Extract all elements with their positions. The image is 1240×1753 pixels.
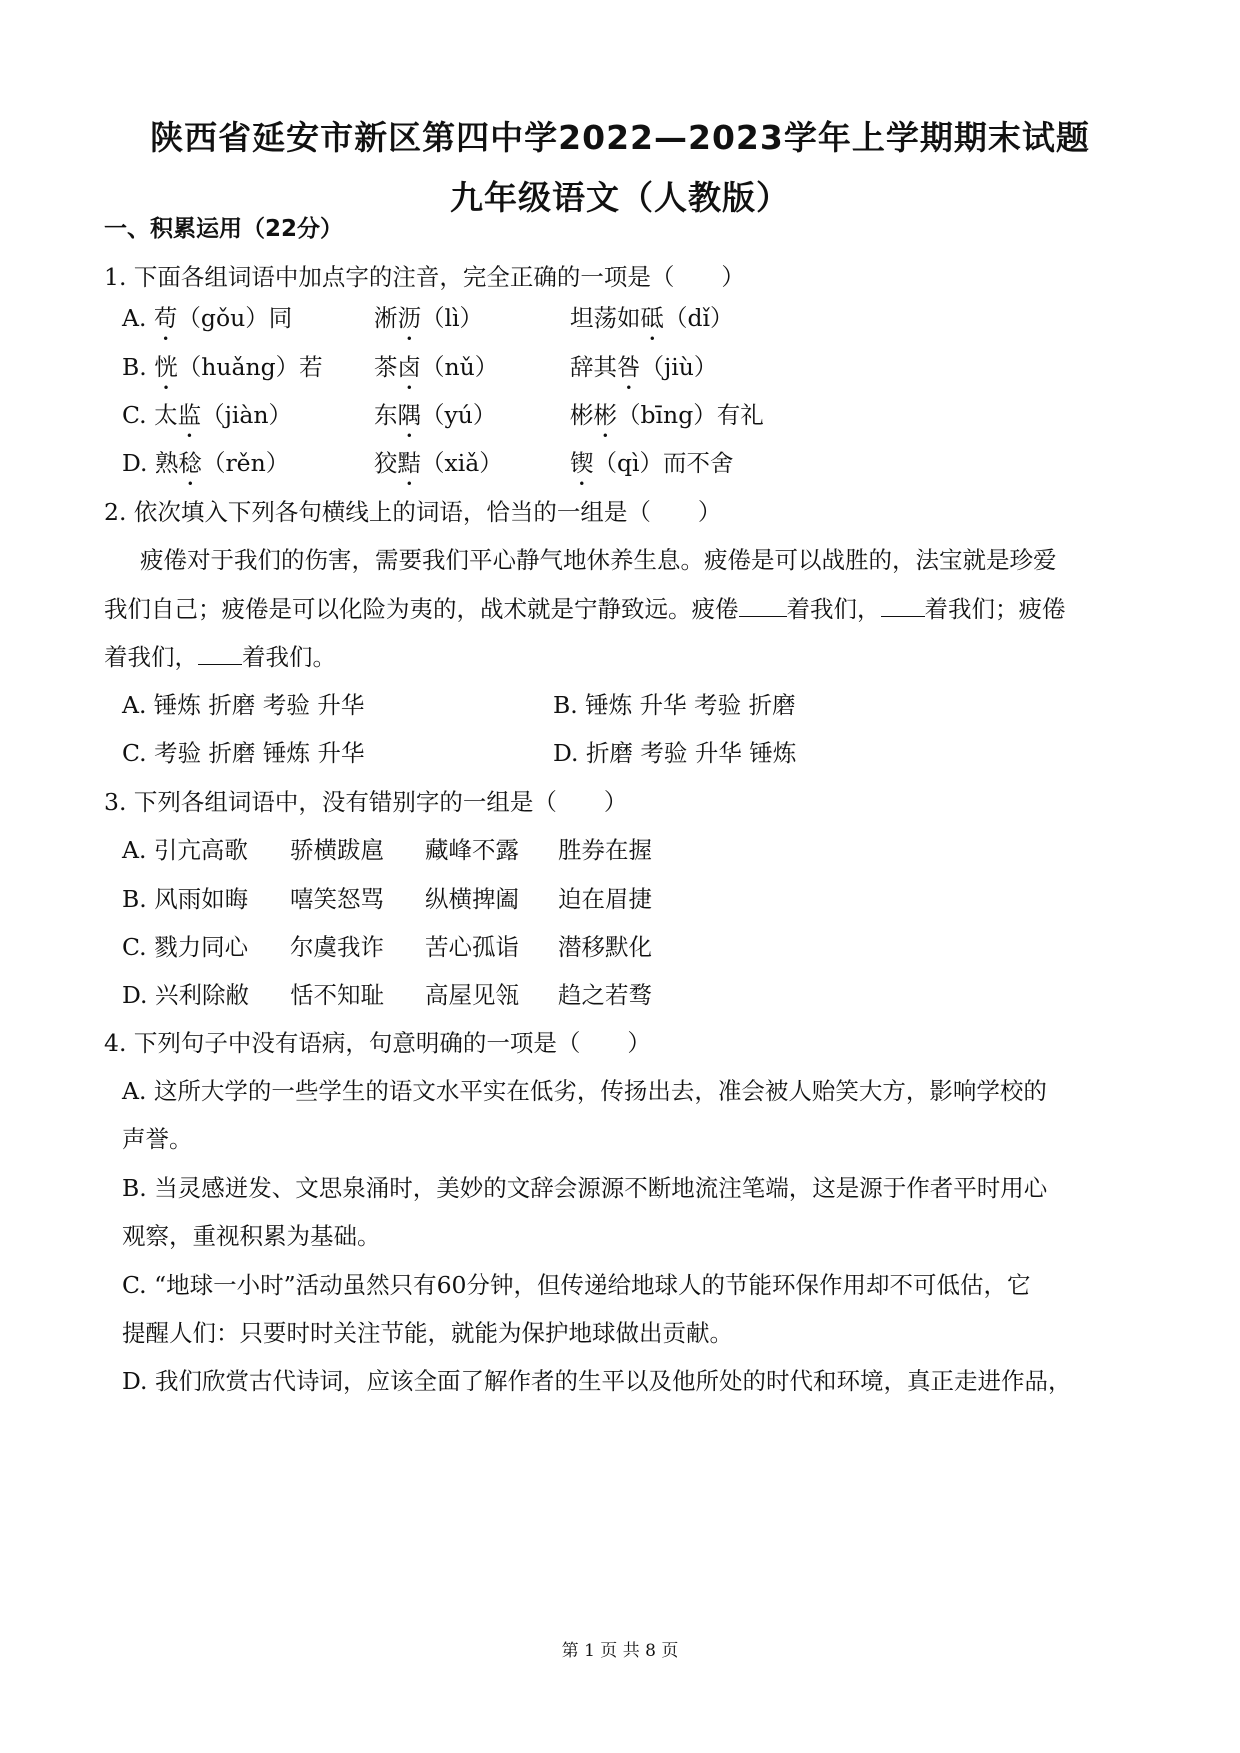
q1-option-text: （qì）而不舍 bbox=[593, 449, 734, 477]
q2-option-c: C. 考验 折磨 锤炼 升华 bbox=[122, 739, 365, 767]
q1-option-text: 狡 bbox=[374, 449, 398, 477]
q3-option-word: A. 引亢高歌 bbox=[122, 836, 248, 864]
section-heading: 一、积累运用（22分） bbox=[104, 216, 344, 242]
q1-dotted-character: 锲 bbox=[570, 449, 594, 477]
q1-dotted-character: 黠 bbox=[397, 449, 421, 477]
q1-option-cell bbox=[122, 448, 289, 491]
q1-dotted-character: 隅 bbox=[397, 401, 421, 429]
q1-option-text: （yú） bbox=[421, 401, 497, 429]
q3-option-word: D. 兴利除敝 bbox=[122, 981, 249, 1009]
q1-dotted-character: 恍 bbox=[154, 353, 178, 381]
q2-option-d: D. 折磨 考验 升华 锤炼 bbox=[553, 739, 797, 767]
q4-option-b-line2: 观察，重视积累为基础。 bbox=[122, 1222, 381, 1250]
q1-dotted-character: 彬 bbox=[593, 401, 617, 429]
q2-option-b: B. 锤炼 升华 考验 折磨 bbox=[553, 691, 796, 719]
q1-dotted-character: 卤 bbox=[397, 353, 421, 381]
q3-option-word: 骄横跋扈 bbox=[290, 836, 384, 864]
q1-option-text: 辞其 bbox=[570, 353, 617, 381]
q3-option-word: 趋之若骛 bbox=[558, 981, 652, 1009]
fill-blank bbox=[198, 642, 242, 665]
q1-option-text: B. bbox=[122, 353, 155, 381]
q1-dotted-character: 监 bbox=[177, 401, 202, 429]
q1-option-text: 茶 bbox=[374, 353, 398, 381]
q1-option-text: 东 bbox=[374, 401, 398, 429]
q4-option-c-line1: C. “地球一小时”活动虽然只有60分钟，但传递给地球人的节能环保作用却不可低估，它 bbox=[122, 1271, 1031, 1299]
q1-option-text: 淅 bbox=[374, 304, 398, 332]
q1-stem: 1. 下面各组词语中加点字的注音，完全正确的一项是（ ） bbox=[104, 263, 745, 291]
q3-stem: 3. 下列各组词语中，没有错别字的一组是（ ） bbox=[104, 788, 628, 816]
q3-option-word: B. 风雨如晦 bbox=[122, 885, 249, 913]
q2-passage-part: 着我们。 bbox=[242, 643, 336, 671]
q1-option-text: （jiù） bbox=[640, 353, 718, 381]
q1-option-cell bbox=[570, 303, 734, 346]
q1-option-cell bbox=[570, 448, 734, 491]
q4-option-a-line1: A. 这所大学的一些学生的语文水平实在低劣，传扬出去，准会被人贻笑大方，影响学校的 bbox=[122, 1077, 1047, 1105]
q1-dotted-character: 砥 bbox=[640, 304, 664, 332]
q2-passage-part: 着我们；疲倦 bbox=[924, 595, 1066, 623]
q2-passage-line2 bbox=[104, 594, 1066, 624]
q1-option-cell bbox=[374, 400, 496, 443]
q3-option-word: 藏峰不露 bbox=[425, 836, 519, 864]
q1-option-text: （lì） bbox=[421, 304, 484, 332]
q4-option-c-line2: 提醒人们：只要时时关注节能，就能为保护地球做出贡献。 bbox=[122, 1319, 733, 1347]
q1-option-text: 坦荡如 bbox=[570, 304, 641, 332]
q3-option-word: 胜券在握 bbox=[558, 836, 652, 864]
q1-option-cell bbox=[122, 303, 292, 346]
q2-passage-line3 bbox=[104, 642, 336, 672]
q1-option-text: （nǔ） bbox=[421, 353, 499, 381]
q1-option-text: （bīng）有礼 bbox=[617, 401, 764, 429]
q3-option-word: 潜移默化 bbox=[558, 933, 652, 961]
q2-passage-part: 着我们， bbox=[786, 595, 881, 623]
q1-option-text: A. bbox=[122, 304, 154, 332]
q1-option-cell bbox=[122, 352, 323, 395]
q3-option-word: C. 戮力同心 bbox=[122, 933, 249, 961]
q4-option-b-line1: B. 当灵感迸发、文思泉涌时，美妙的文辞会源源不断地流注笔端，这是源于作者平时用心 bbox=[122, 1174, 1048, 1202]
q1-option-cell bbox=[570, 400, 764, 443]
q1-option-text: （xiǎ） bbox=[421, 449, 503, 477]
q1-option-text: （dǐ） bbox=[664, 304, 734, 332]
q1-dotted-character: 咎 bbox=[617, 353, 641, 381]
q2-stem: 2. 依次填入下列各句横线上的词语，恰当的一组是（ ） bbox=[104, 498, 722, 526]
q1-option-cell bbox=[570, 352, 717, 395]
q1-option-text: C. 太 bbox=[122, 401, 178, 429]
q4-stem: 4. 下列句子中没有语病，句意明确的一项是（ ） bbox=[104, 1029, 651, 1057]
q1-option-cell bbox=[122, 400, 292, 443]
q4-option-a-line2: 声誉。 bbox=[122, 1125, 193, 1153]
q3-option-word: 高屋见瓴 bbox=[425, 981, 519, 1009]
q1-option-text: D. 熟 bbox=[122, 449, 179, 477]
q3-option-word: 纵横捭阖 bbox=[425, 885, 519, 913]
fill-blank bbox=[739, 594, 787, 617]
q3-option-word: 嘻笑怒骂 bbox=[290, 885, 384, 913]
q1-dotted-character: 沥 bbox=[397, 304, 421, 332]
q1-option-text: （huǎng）若 bbox=[177, 353, 323, 381]
q2-option-a: A. 锤炼 折磨 考验 升华 bbox=[122, 691, 365, 719]
q1-option-text: （rěn） bbox=[201, 449, 290, 477]
q1-option-text: （gǒu）同 bbox=[177, 304, 293, 332]
q2-passage-part: 我们自己；疲倦是可以化险为夷的，战术就是宁静致远。疲倦 bbox=[104, 595, 739, 623]
page-footer: 第 1 页 共 8 页 bbox=[561, 1641, 679, 1661]
q3-option-word: 苦心孤诣 bbox=[425, 933, 519, 961]
q1-option-text: （jiàn） bbox=[201, 401, 293, 429]
exam-subtitle: 九年级语文（人教版） bbox=[450, 178, 790, 217]
q4-option-d-line1: D. 我们欣赏古代诗词，应该全面了解作者的生平以及他所处的时代和环境，真正走进作品， bbox=[122, 1367, 1072, 1395]
q3-option-word: 尔虞我诈 bbox=[290, 933, 384, 961]
exam-title: 陕西省延安市新区第四中学2022—2023学年上学期期末试题 bbox=[150, 118, 1090, 157]
q2-passage-line1: 疲倦对于我们的伤害，需要我们平心静气地休养生息。疲倦是可以战胜的，法宝就是珍爱 bbox=[140, 546, 1057, 574]
q1-option-text: 彬 bbox=[570, 401, 594, 429]
fill-blank bbox=[881, 594, 925, 617]
q3-option-word: 迫在眉捷 bbox=[558, 885, 652, 913]
q2-passage-part: 着我们， bbox=[104, 643, 198, 671]
q1-option-cell bbox=[374, 303, 483, 346]
q1-dotted-character: 苟 bbox=[153, 304, 178, 332]
q3-option-word: 恬不知耻 bbox=[290, 981, 384, 1009]
q1-dotted-character: 稔 bbox=[178, 449, 202, 477]
q1-option-cell bbox=[374, 352, 498, 395]
q1-option-cell bbox=[374, 448, 503, 491]
